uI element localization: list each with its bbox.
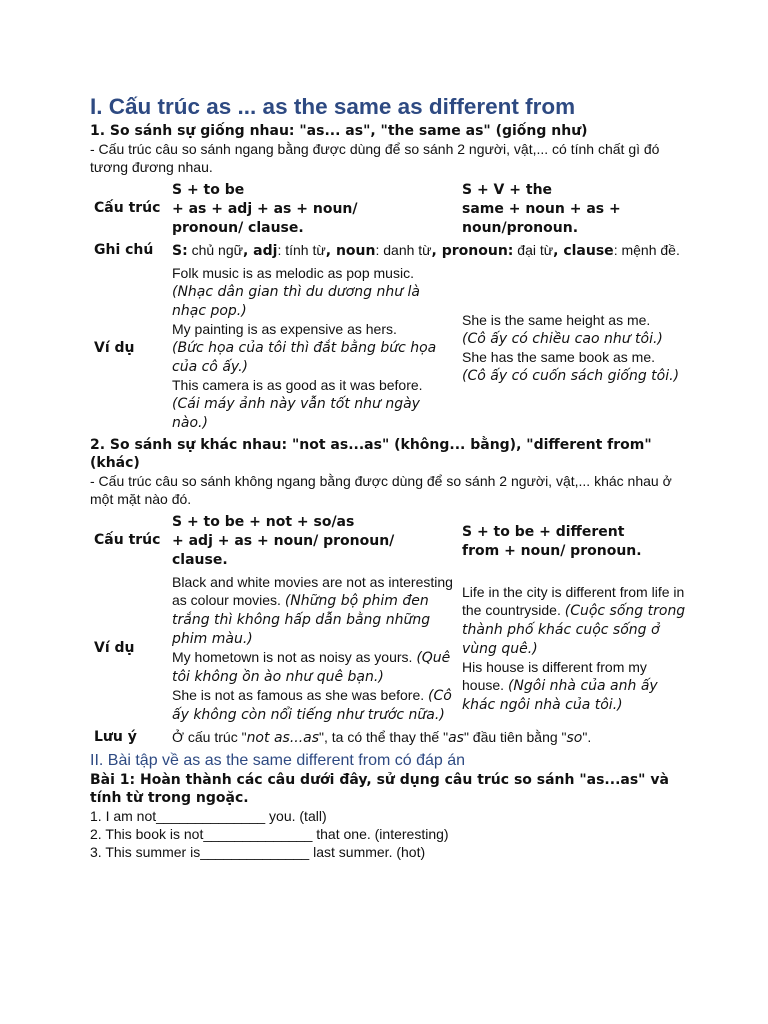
cell-column-2 xyxy=(458,571,690,726)
cell-line xyxy=(172,264,454,282)
text: Ở cấu trúc " xyxy=(172,729,247,745)
cell-line xyxy=(172,338,454,376)
text: " đầu tiên bằng " xyxy=(463,729,567,745)
bold-text: S + to be xyxy=(172,182,245,198)
cell-column-1 xyxy=(168,239,690,262)
row-label: Cấu trúc xyxy=(94,200,161,216)
cell-line xyxy=(172,686,454,724)
cell-line xyxy=(172,648,454,686)
text: This camera is as good as it was before. xyxy=(172,377,423,393)
text: My hometown is not as noisy as yours. xyxy=(172,649,417,665)
bold-text: clause. xyxy=(172,552,228,568)
row-label: Ghi chú xyxy=(94,242,154,258)
exercise-item: 1. I am not______________ you. (tall) xyxy=(90,808,327,824)
exercise-section-title: II. Bài tập về as as the same different from có đáp án xyxy=(90,752,466,769)
exercise-list xyxy=(90,807,690,861)
exercise-item: 2. This book is not______________ that one. (interesting) xyxy=(90,826,449,842)
italic-text: (Bức họa của tôi thì đắt bằng bức họa của cô ấy.) xyxy=(172,340,437,375)
table-row xyxy=(90,510,690,571)
cell-line xyxy=(172,282,454,320)
cell-line xyxy=(462,311,686,329)
bold-text: + adj + as + noun/ pronoun/ xyxy=(172,533,395,549)
page-title: I. Cấu trúc as ... as the same as different from xyxy=(90,94,576,119)
document-page xyxy=(90,92,690,861)
section-2-heading: 2. So sánh sự khác nhau: "not as...as" (không... bằng), "different from" (khác) xyxy=(90,437,652,471)
cell-line xyxy=(462,541,686,560)
cell-line xyxy=(462,329,686,348)
bold-text: S + to be + not + so/as xyxy=(172,514,355,530)
bold-text: S + to be + different xyxy=(462,523,625,540)
section-1-description: - Cấu trúc câu so sánh ngang bằng được dùng để so sánh 2 người, vật,... có tính chất gì đó tương đương nhau. xyxy=(90,141,660,175)
row-label: Ví dụ xyxy=(94,640,135,656)
cell-line xyxy=(172,376,454,394)
text: Folk music is as melodic as pop music. xyxy=(172,265,414,281)
table-row xyxy=(90,239,690,262)
bold-text: from + noun/ pronoun. xyxy=(462,542,642,559)
row-label: Lưu ý xyxy=(94,729,137,745)
cell-column-1 xyxy=(168,510,458,571)
text: His house is different from my house. xyxy=(462,659,647,693)
cell-line xyxy=(462,583,686,658)
cell-column-1 xyxy=(168,571,458,726)
cell-line xyxy=(172,512,454,531)
cell-line xyxy=(172,531,454,550)
table-row xyxy=(90,262,690,434)
bold-text: noun/pronoun. xyxy=(462,220,579,236)
italic-text: (Cái máy ảnh này vẫn tốt như ngày nào.) xyxy=(172,396,420,431)
exercise-item: 3. This summer is______________ last summer. (hot) xyxy=(90,844,426,860)
text: She is the same height as me. xyxy=(462,312,651,328)
cell-line xyxy=(172,241,686,260)
cell-column-1 xyxy=(168,262,458,434)
italic-text: (Quê tôi không ồn ào như quê bạn.) xyxy=(172,650,451,685)
cell-line xyxy=(172,218,454,237)
cell-line xyxy=(172,199,454,218)
cell-column-2 xyxy=(458,262,690,434)
bold-text: S + V + the xyxy=(462,182,553,198)
comparison-table-similar xyxy=(90,178,690,434)
cell-line xyxy=(172,320,454,338)
cell-line xyxy=(462,180,686,199)
bold-text: , adj xyxy=(242,243,278,259)
italic-text: (Cô ấy không còn nổi tiếng như trước nữa.) xyxy=(172,688,452,723)
cell-line xyxy=(462,199,686,218)
section-1-heading: 1. So sánh sự giống nhau: "as... as", "the same as" (giống như) xyxy=(90,123,588,139)
row-label: Cấu trúc xyxy=(94,532,161,548)
cell-line xyxy=(172,550,454,569)
cell-line xyxy=(172,728,686,747)
cell-line xyxy=(462,218,686,237)
italic-text: (Cô ấy có chiều cao như tôi.) xyxy=(462,331,663,347)
row-label: Ví dụ xyxy=(94,339,135,356)
table-row xyxy=(90,178,690,239)
cell-line xyxy=(172,394,454,432)
table-row xyxy=(90,726,690,749)
italic-text: so xyxy=(566,730,583,746)
bold-text: , pronoun: xyxy=(431,243,514,259)
bold-text: , noun xyxy=(325,243,376,259)
table-row xyxy=(90,571,690,726)
cell-column-2 xyxy=(458,510,690,571)
cell-line xyxy=(462,522,686,541)
italic-text: (Cô ấy có cuốn sách giống tôi.) xyxy=(462,368,680,384)
bold-text: + as + adj + as + noun/ xyxy=(172,201,358,217)
text: ". xyxy=(582,729,592,745)
text: Black and white movies are not as interesting as colour movies. xyxy=(172,574,453,608)
italic-text: as xyxy=(448,730,464,746)
italic-text: not as...as xyxy=(246,730,320,746)
text: chủ ngữ xyxy=(187,242,243,258)
italic-text: (Nhạc dân gian thì du dương như là nhạc pop.) xyxy=(172,284,420,319)
bold-text: pronoun/ clause. xyxy=(172,220,304,236)
text: đại từ xyxy=(513,242,554,258)
cell-line xyxy=(462,658,686,714)
text: : tính từ xyxy=(277,242,326,258)
text: : danh từ xyxy=(375,242,432,258)
italic-text: (Những bộ phim đen trắng thì không hấp dẫn bằng những phim màu.) xyxy=(172,593,431,647)
text: : mệnh đề. xyxy=(613,242,680,258)
italic-text: (Ngôi nhà của anh ấy khác ngôi nhà của tôi.) xyxy=(462,678,658,713)
bold-text: , clause xyxy=(553,243,614,259)
comparison-table-different xyxy=(90,510,690,749)
text: Life in the city is different from life in the countryside. xyxy=(462,584,685,618)
cell-line xyxy=(462,366,686,385)
text: She has the same book as me. xyxy=(462,349,655,365)
cell-column-1 xyxy=(168,178,458,239)
bold-text: S: xyxy=(172,243,188,259)
cell-column-1 xyxy=(168,726,690,749)
text: She is not as famous as she was before. xyxy=(172,687,429,703)
cell-line xyxy=(462,348,686,366)
bold-text: same + noun + as + xyxy=(462,201,621,217)
exercise-heading: Bài 1: Hoàn thành các câu dưới đây, sử dụng câu trúc so sánh "as...as" và tính từ trong ngoặc. xyxy=(90,772,669,806)
cell-column-2 xyxy=(458,178,690,239)
italic-text: (Cuộc sống trong thành phố khác cuộc sống ở vùng quê.) xyxy=(462,603,686,657)
section-2-description: - Cấu trúc câu so sánh không ngang bằng được dùng để so sánh 2 người, vật,... khác nhau ở một mặt nào đó. xyxy=(90,473,672,507)
cell-line xyxy=(172,573,454,648)
cell-line xyxy=(172,180,454,199)
text: ", ta có thể thay thế " xyxy=(319,729,449,745)
text: My painting is as expensive as hers. xyxy=(172,321,397,337)
